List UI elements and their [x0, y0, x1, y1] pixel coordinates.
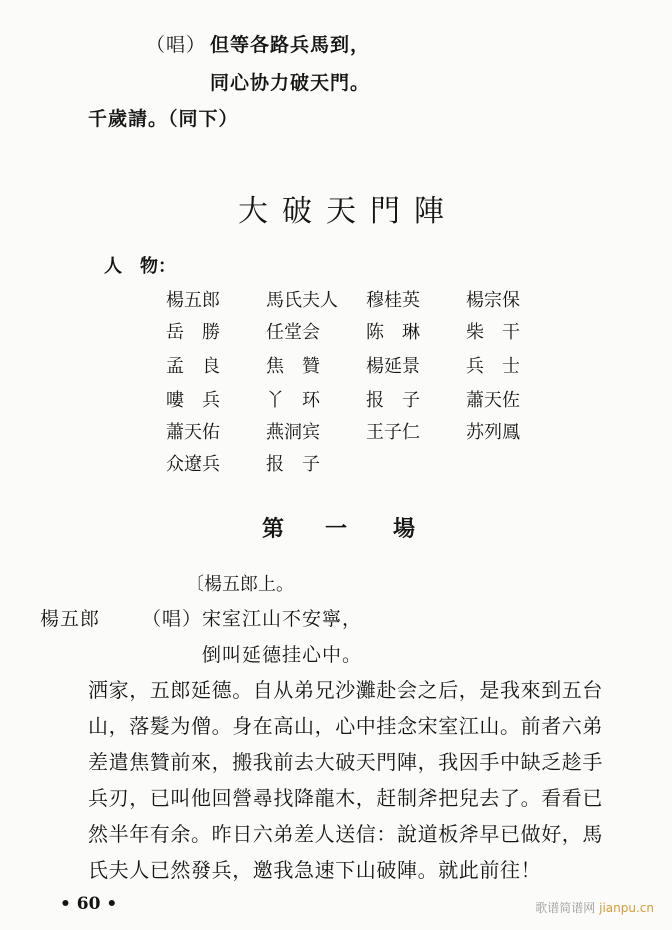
cast-member: 焦 贊 [266, 356, 320, 377]
scene-title [0, 512, 672, 542]
monologue-line: 差遣焦贊前來，搬我前去大破天門陣，我因手中缺乏趁手 [88, 750, 603, 774]
monologue-line: 洒家，五郎延德。自从弟兄沙灘赴会之后，是我來到五台 [88, 678, 603, 702]
watermark-text: 歌谱简谱网 [535, 901, 596, 915]
watermark [535, 899, 654, 916]
cast-member: 报 子 [266, 454, 320, 475]
cast-member: 兵 士 [466, 356, 520, 377]
watermark-url: jianpu.cn [599, 901, 654, 915]
cast-member: 嘍 兵 [166, 390, 220, 411]
monologue-line: 山，落髮为僧。身在高山，心中挂念宋室江山。前者六弟 [88, 714, 603, 738]
verse-line-2: 倒叫延德挂心中。 [202, 644, 363, 666]
cast-member: 蕭天佑 [166, 422, 220, 443]
cast-member: 岳 勝 [166, 322, 220, 343]
scene-title-char: 場 [393, 517, 416, 542]
cast-member: 丫 环 [266, 390, 320, 411]
cast-member: 报 子 [366, 390, 420, 411]
page-number: • 60 • [60, 894, 118, 914]
speaker-name: 楊五郎 [40, 608, 101, 630]
cast-member: 楊宗保 [466, 290, 520, 311]
cast-member: 众遼兵 [166, 454, 220, 475]
verse-line-2: 同心协力破天門。 [210, 72, 371, 94]
sing-marker: （唱） [142, 608, 203, 630]
monologue-line: 兵刃，已叫他回營尋找降龍木，赶制斧把兒去了。看看已 [88, 786, 603, 810]
stage-direction: 〔楊五郎上。 [186, 574, 294, 595]
cast-label: 人 物： [104, 256, 176, 277]
monologue-line: 然半年有余。昨日六弟差人送信：說道板斧早已做好，馬 [88, 822, 603, 846]
cast-member: 楊延景 [366, 356, 420, 377]
cast-member: 楊五郎 [166, 290, 220, 311]
sing-marker: （唱） [146, 34, 207, 56]
verse-line-1: 宋室江山不安寧， [202, 608, 363, 630]
exit-line: 千歲請。（同下） [88, 108, 239, 130]
cast-member: 陈 琳 [366, 322, 420, 343]
cast-member: 王子仁 [366, 422, 420, 443]
cast-member: 蕭天佐 [466, 390, 520, 411]
cast-member: 孟 良 [166, 356, 220, 377]
monologue [88, 672, 648, 888]
scene-title-char: 第 [262, 517, 285, 542]
verse-line-1: 但等各路兵馬到， [210, 34, 371, 56]
cast-member: 苏列鳳 [466, 422, 520, 443]
scene-title-char: 一 [325, 517, 348, 542]
play-title: 大破天門陣 [238, 194, 458, 229]
cast-member: 燕洞宾 [266, 422, 320, 443]
cast-member: 馬氏夫人 [266, 290, 338, 311]
monologue-line: 氏夫人已然發兵，邀我急速下山破陣。就此前往！ [88, 858, 542, 882]
cast-member: 任堂会 [266, 322, 320, 343]
cast-member: 柴 干 [466, 322, 520, 343]
cast-member: 穆桂英 [366, 290, 420, 311]
